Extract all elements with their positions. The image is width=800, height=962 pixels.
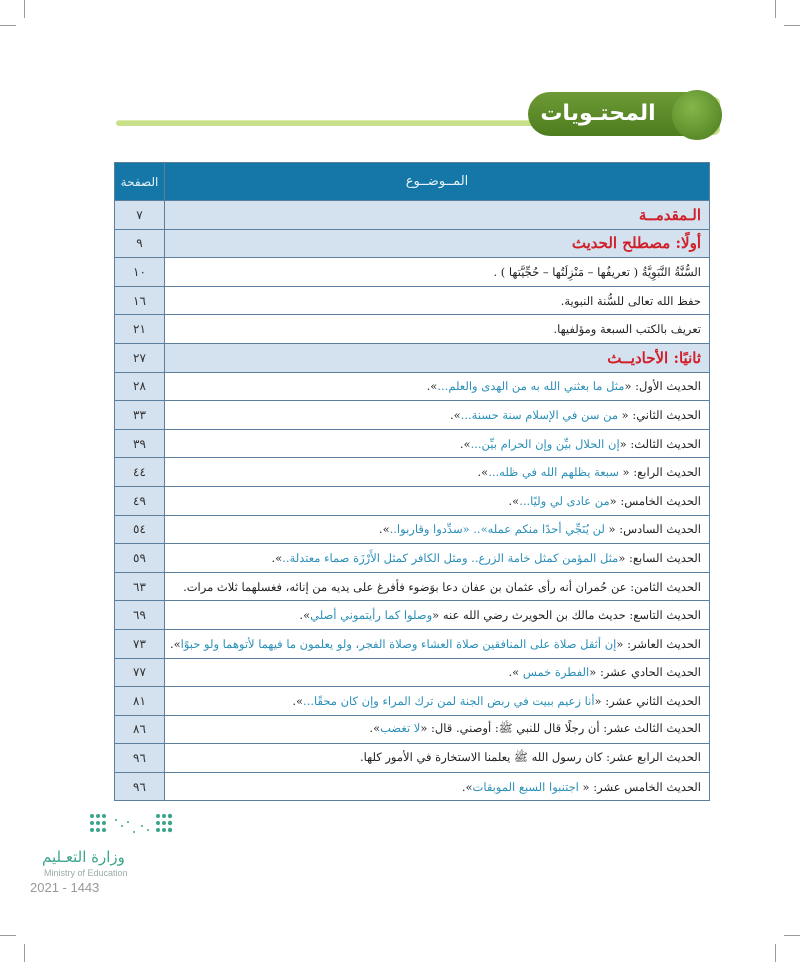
table-row	[115, 515, 710, 544]
page-number: ٢٧	[115, 343, 165, 372]
table-row	[115, 772, 710, 801]
topic-text: الحديث الرابع عشر: كان رسول الله ﷺ يعلمنا الاستخارة في الأمور كلها.	[359, 749, 701, 764]
crop-mark	[24, 944, 25, 962]
hadith-quote: سبعة يظلهم الله في ظله...	[488, 465, 619, 480]
quote-close: ».	[299, 608, 311, 623]
topic-cell	[165, 486, 710, 515]
table-row	[115, 629, 710, 658]
topic-cell	[165, 772, 710, 801]
section-row	[115, 343, 710, 372]
topic-text: تعريف بالكتب السبعة ومؤلفيها.	[553, 322, 701, 337]
edition-year: 2021 - 1443	[30, 880, 100, 895]
hadith-quote: من عادى لي وليًا...	[519, 493, 610, 508]
quote-close: ».	[292, 693, 304, 708]
hadith-quote: مثل ما بعثني الله به من الهدى والعلم...	[437, 379, 625, 394]
page-number: ٦٣	[115, 572, 165, 601]
hadith-quote: إن الحلال بيِّن وإن الحرام بيِّن...	[470, 436, 620, 451]
page-title: المحتـويات	[540, 101, 656, 126]
topic-cell	[165, 715, 710, 744]
page-number: ٥٩	[115, 544, 165, 573]
topic-cell	[165, 343, 710, 372]
hadith-quote: لا تغضب	[380, 720, 421, 735]
page-number: ٤٩	[115, 486, 165, 515]
hadith-quote: لن يُنَجِّي أحدًا منكم عمله».. «سدِّدوا وقاربوا..	[389, 522, 605, 537]
table-row	[115, 544, 710, 573]
topic-text: الحديث الحادي عشر: «	[589, 665, 701, 680]
quote-close: ».	[450, 407, 461, 422]
crop-mark	[775, 0, 776, 18]
quote-close: ».	[477, 465, 489, 480]
quote-close: ».	[508, 665, 523, 680]
table-body	[115, 201, 710, 801]
topic-cell	[165, 572, 710, 601]
page-number: ٤٤	[115, 458, 165, 487]
topic-cell	[165, 229, 710, 258]
ministry-logo-icon	[88, 812, 178, 842]
ministry-name-arabic: وزارة التعـليم	[42, 848, 125, 866]
topic-cell	[165, 372, 710, 401]
page-number: ٩٦	[115, 744, 165, 773]
table-row	[115, 429, 710, 458]
page-number: ٧	[115, 201, 165, 230]
table-row	[115, 258, 710, 287]
topic-text: السُّنَّةُ النَّبَوِيَّةُ ( تعريفُها – مَنْزِلَتُها – حُجِّيَّتها ) .	[493, 264, 701, 279]
hadith-quote: من سن في الإسلام سنة حسنة...	[460, 407, 618, 422]
table-row	[115, 486, 710, 515]
topic-text: ثانيًا: الأحاديــث	[607, 348, 701, 367]
topic-cell	[165, 258, 710, 287]
page-number: ٩٦	[115, 772, 165, 801]
table-header-row	[115, 163, 710, 201]
page-number: ٢١	[115, 315, 165, 344]
hadith-quote: وصلوا كما رأيتموني أصلي	[310, 608, 433, 623]
topic-text: حفظ الله تعالى للسُّنة النبوية.	[560, 293, 701, 308]
topic-cell	[165, 601, 710, 630]
table-row	[115, 744, 710, 773]
topic-text: الحديث الثالث عشر: أن رجلًا قال للنبي ﷺ: أوصني. قال: «	[420, 720, 701, 735]
topic-text: الحديث الرابع: «	[618, 465, 701, 480]
topic-text: الحديث العاشر: «	[616, 636, 701, 651]
table-row	[115, 315, 710, 344]
table-row	[115, 601, 710, 630]
table-row	[115, 658, 710, 687]
table-row	[115, 715, 710, 744]
page-number: ٥٤	[115, 515, 165, 544]
crop-mark	[0, 25, 16, 26]
topic-text: الحديث السادس: «	[604, 522, 701, 537]
ministry-name-english: Ministry of Education	[44, 868, 128, 878]
contents-table	[114, 162, 710, 801]
hadith-quote: أنا زعيم ببيت في ربض الجنة لمن ترك المراء وإن كان محقًا...	[303, 693, 595, 708]
quote-close: ».	[426, 379, 438, 394]
page-number: ٣٣	[115, 401, 165, 430]
column-header-page: الصفحة	[115, 163, 165, 201]
topic-cell	[165, 401, 710, 430]
topic-text: الحديث السابع: «	[618, 550, 701, 565]
hadith-quote: مثل المؤمن كمثل خامة الزرع.. ومثل الكافر كمثل الأَرْزَة صماء معتدلة..	[282, 550, 619, 565]
crop-mark	[784, 935, 800, 936]
table-row	[115, 401, 710, 430]
table-row	[115, 572, 710, 601]
table-row	[115, 458, 710, 487]
crop-mark	[784, 25, 800, 26]
quote-close: ».	[271, 550, 283, 565]
topic-cell	[165, 629, 710, 658]
topic-cell	[165, 658, 710, 687]
table-row	[115, 372, 710, 401]
quote-close: ».	[169, 636, 181, 651]
topic-text: الحديث الثاني: «	[618, 407, 701, 422]
section-row	[115, 229, 710, 258]
page-number: ٧٧	[115, 658, 165, 687]
page-number: ٨٦	[115, 715, 165, 744]
topic-text: الحديث الثالث: «	[619, 436, 701, 451]
topic-cell	[165, 286, 710, 315]
page-number: ١٠	[115, 258, 165, 287]
topic-cell	[165, 544, 710, 573]
topic-text: الحديث الخامس: «	[609, 493, 701, 508]
crop-mark	[775, 944, 776, 962]
title-circle-decoration	[672, 90, 722, 140]
topic-text: أولًا: مصطلح الحديث	[571, 234, 701, 253]
topic-cell	[165, 315, 710, 344]
page-number: ٣٩	[115, 429, 165, 458]
quote-close: ».	[369, 720, 381, 735]
topic-cell	[165, 515, 710, 544]
topic-text: الحديث التاسع: حديث مالك بن الحويرث رضي الله عنه «	[432, 608, 701, 623]
topic-text: الـمقدمــة	[638, 205, 701, 224]
topic-cell	[165, 201, 710, 230]
table-row	[115, 687, 710, 716]
page-number: ٩	[115, 229, 165, 258]
page-number: ٦٩	[115, 601, 165, 630]
quote-close: ».	[459, 436, 471, 451]
topic-cell	[165, 687, 710, 716]
page-number: ٨١	[115, 687, 165, 716]
section-row	[115, 201, 710, 230]
topic-cell	[165, 458, 710, 487]
topic-text: الحديث الخامس عشر: «	[578, 779, 701, 794]
hadith-quote: إن أثقل صلاة على المنافقين صلاة العشاء وصلاة الفجر، ولو يعلمون ما فيهما لأتوهما ولو حبوًا	[180, 636, 617, 651]
column-header-topic: المــوضــوع	[165, 163, 710, 201]
topic-cell	[165, 744, 710, 773]
hadith-quote: اجتنبوا السبع الموبقات	[472, 779, 579, 794]
page-number: ٧٣	[115, 629, 165, 658]
topic-text: الحديث الثامن: عن حُمران أنه رأى عثمان بن عفان دعا بوَضوء فأفرغ على يديه من إنائه، فغسلهما ثلاث مرات.	[183, 579, 701, 594]
hadith-quote: الفطرة خمس	[522, 665, 590, 680]
page-number: ١٦	[115, 286, 165, 315]
quote-close: ».	[461, 779, 473, 794]
crop-mark	[0, 935, 16, 936]
crop-mark	[24, 0, 25, 18]
table-row	[115, 286, 710, 315]
quote-close: ».	[508, 493, 520, 508]
title-underline	[116, 120, 556, 126]
topic-text: الحديث الأول: «	[624, 379, 701, 394]
topic-cell	[165, 429, 710, 458]
topic-text: الحديث الثاني عشر: «	[594, 693, 701, 708]
quote-close: ».	[378, 522, 390, 537]
page-number: ٢٨	[115, 372, 165, 401]
